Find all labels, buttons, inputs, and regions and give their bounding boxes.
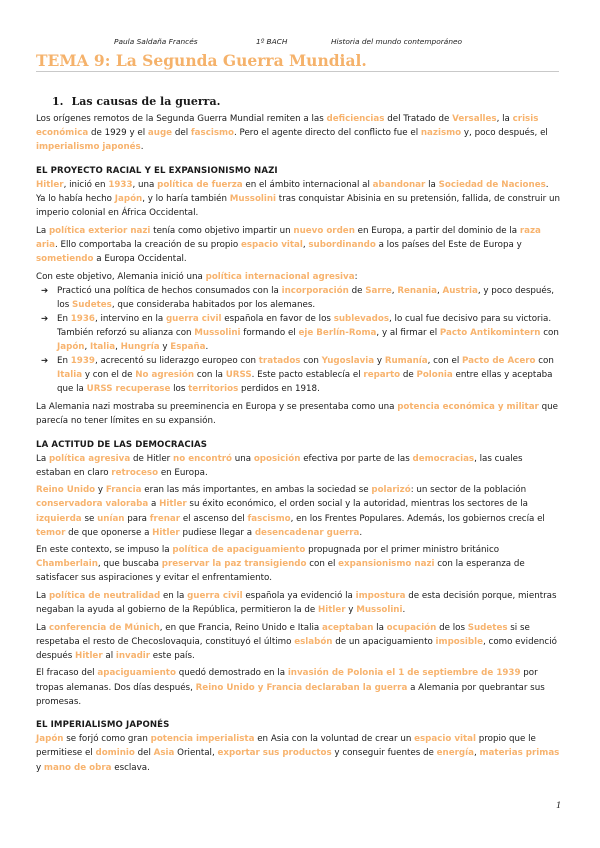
highlighted-term: crisis económica [36,114,539,139]
header-subject: Historia del mundo contemporáneo [331,37,463,46]
highlighted-term: eslabón [294,636,333,647]
highlighted-term: energía [436,748,474,759]
highlighted-term: Hitler [36,179,64,190]
header-author: Paula Saldaña Francés [114,37,198,46]
document-title: TEMA 9: La Segunda Guerra Mundial. [36,51,367,70]
paragraph: Japón se forjó como gran potencia imperialista en Asia con la voluntad de crear un espacio vital propio que le permitiese el dominio del Asia Oriental, exportar sus productos y conseguir fuentes de energía, materias primas y mano de obra esclava. [36,734,560,773]
highlighted-term: conservadora valoraba [36,499,149,510]
highlighted-term: preservar la paz transigiendo [161,559,307,570]
arrow-bullet-icon: ➔ [41,285,49,296]
highlighted-term: auge [147,128,173,139]
arrow-bullet-icon: ➔ [41,356,49,367]
highlighted-term: Japón [57,342,85,352]
highlighted-term: No agresión [135,370,195,381]
highlighted-term: materias primas [479,748,560,759]
paragraph: Con este objetivo, Alemania inició una política internacional agresiva: [36,271,358,282]
highlighted-term: exportar sus productos [217,748,332,759]
highlighted-term: eje Berlín-Roma [298,327,377,338]
paragraph: La conferencia de Múnich, en que Francia, Reino Unido e Italia aceptaban la ocupación de los Sudetes si se respetaba el resto de Checoslovaquia, constituyó el último eslabón de un apaciguamiento imposible, como evidenció después Hitler al invadir este país. [36,622,557,661]
highlighted-term: conferencia de Múnich [48,622,160,633]
highlighted-term: potencia imperialista [150,734,255,745]
header-course: 1º BACH [256,37,288,46]
highlighted-term: potencia económica y militar [397,401,539,412]
list-item: ➔ En 1936, intervino en la guerra civil española en favor de los sublevados, lo cual fue decisivo para su victoria. También reforzó su alianza con Mussolini formando el eje Berlín-Roma, y al firmar el Pacto Antikomintern con Japón, Italia, Hungría y España. [41,313,559,352]
highlighted-term: imperialismo japonés [36,142,141,153]
highlighted-term: Japón [36,734,64,745]
highlighted-term: abandonar [372,179,426,190]
highlighted-term: Reino Unido y Francia declaraban la guerra [195,682,408,693]
highlighted-term: mano de obra [43,762,112,773]
paragraph: Hitler, inició en 1933, una política de fuerza en el ámbito internacional al abandonar la Sociedad de Naciones. Ya lo había hecho Japón, y lo haría también Mussolini tras conquistar Abisinia en su pretensión, fallida, de construir un imperio colonial en África Occidental. [36,179,560,219]
highlighted-term: imposible [435,636,484,647]
bullet-list [36,284,560,397]
highlighted-term: política internacional agresiva [205,271,355,282]
highlighted-term: 1936 [70,313,95,324]
highlighted-term: Sudetes [72,299,112,310]
section-number: 1. [52,95,64,108]
highlighted-term: Polonia [416,370,453,381]
document-body [36,95,560,778]
highlighted-term: Japón [114,194,143,205]
highlighted-term: Pacto Antikomintern [439,327,541,338]
subheading-japanese-imperialism: EL IMPERIALISMO JAPONÉS [36,720,170,731]
highlighted-term: aceptaban [321,622,374,633]
title-divider [36,71,559,72]
paragraph: Reino Unido y Francia eran las más importantes, en ambas la sociedad se polarizó: un sector de la población conservadora valoraba a Hitler su éxito económico, el orden social y la autoridad, mientras los sectores de la izquierda se unían para frenar el ascenso del fascismo, en los Frentes Populares. Además, los gobiernos crecía el temor de que oponerse a Hitler pudiese llegar a desencadenar guerra. [36,485,545,538]
paragraph: La política exterior nazi tenía como objetivo impartir un nuevo orden en Europa, a partir del dominio de la raza aria. Ello comportaba la creación de su propio espacio vital, subordinando a los países del Este de Europa y sometiendo a Europa Occidental. [36,225,541,264]
highlighted-term: política de fuerza [157,179,243,190]
highlighted-term: Rumanía [384,356,428,367]
highlighted-term: territorios [188,384,239,395]
page-number: 1 [556,801,562,811]
highlighted-term: invasión de Polonia el 1 de septiembre de 1939 [287,668,521,679]
highlighted-term: España [170,342,206,352]
highlighted-term: temor [36,527,66,538]
highlighted-term: sometiendo [36,253,94,264]
highlighted-term: Mussolini [194,327,241,338]
highlighted-term: invadir [115,650,151,661]
highlighted-term: Hungría [120,342,160,352]
highlighted-term: URSS recuperase [86,384,171,395]
paragraph: El fracaso del apaciguamiento quedó demostrado en la invasión de Polonia el 1 de septiembre de 1939 por tropas alemanas. Dos días después, Reino Unido y Francia declaraban la guerra a Alemania por quebrantar sus promesas. [36,668,545,707]
highlighted-term: no encontró [173,453,232,464]
highlighted-term: Yugoslavia [321,356,375,367]
highlighted-term: reparto [363,370,401,381]
highlighted-term: impostura [355,591,406,601]
highlighted-term: espacio vital [240,239,303,250]
highlighted-term: izquierda [36,513,82,524]
highlighted-term: deficiencias [326,114,385,125]
paragraph: La Alemania nazi mostraba su preeminencia en Europa y se presentaba como una potencia económica y militar que parecía no tener límites en su expansión. [36,401,558,426]
highlighted-term: Italia [90,342,116,352]
highlighted-term: guerra civil [187,591,243,601]
highlighted-term: ocupación [386,622,437,633]
highlighted-term: 1933 [108,179,133,190]
highlighted-term: Hitler [75,650,103,661]
list-item: ➔ En 1939, acrecentó su liderazgo europeo con tratados con Yugoslavia y Rumanía, con el Pacto de Acero con Italia y con el de No agresión con la URSS. Este pacto establecía el reparto de Polonia entre ellas y aceptaba que la URSS recuperase los territorios perdidos en 1918. [41,356,554,395]
intro-paragraph: Los orígenes remotos de la Segunda Guerra Mundial remiten a las deficiencias del Tratado de Versalles, la crisis económica de 1929 y el auge del fascismo. Pero el agente directo del conflicto fue el nazismo y, poco después, el imperialismo japonés. [36,114,548,153]
highlighted-term: raza aria [36,225,541,250]
highlighted-term: frenar [149,513,181,524]
paragraph: En este contexto, se impuso la política de apaciguamiento propugnada por el primer ministro británico Chamberlain, que buscaba preservar la paz transigiendo con el expansionismo nazi con la esperanza de satisfacer sus aspiraciones y evitar el enfrentamiento. [36,545,525,584]
subheading-nazi-expansion: EL PROYECTO RACIAL Y EL EXPANSIONISMO NAZI [36,165,278,176]
highlighted-term: URSS [225,370,252,381]
highlighted-term: Versalles [452,114,497,125]
list-item: ➔ Practicó una política de hechos consumados con la incorporación de Sarre, Renania, Austria, y poco después, los Sudetes, que consideraba habitados por los alemanes. [41,285,555,310]
highlighted-term: Hitler [159,499,187,510]
highlighted-term: democracias [412,453,475,464]
highlighted-term: fascismo [247,513,291,524]
highlighted-term: sublevados [333,313,390,324]
highlighted-term: Chamberlain [36,559,98,570]
highlighted-term: subordinando [308,239,376,250]
highlighted-term: Austria [442,285,478,296]
highlighted-term: política exterior nazi [48,225,151,236]
highlighted-term: Francia [105,485,142,496]
highlighted-term: Sudetes [467,622,508,633]
highlighted-term: Asia [153,748,175,759]
highlighted-term: Mussolini [229,194,277,205]
highlighted-term: Sarre [365,285,392,296]
highlighted-term: política de apaciguamiento [172,545,306,556]
highlighted-term: Sociedad de Naciones [438,179,546,190]
highlighted-term: 1939 [70,356,95,367]
paragraph: La política agresiva de Hitler no encontró una oposición efectiva por parte de las democracias, las cuales estaban en claro retroceso en Europa. [36,453,523,478]
highlighted-term: Renania [397,285,437,296]
highlighted-term: retroceso [111,467,159,478]
highlighted-term: dominio [95,748,135,759]
section-heading [52,95,560,109]
highlighted-term: unían [97,513,125,524]
highlighted-term: política agresiva [48,453,131,464]
highlighted-term: política de neutralidad [48,591,161,601]
highlighted-term: apaciguamiento [97,668,176,679]
subheading-democracies: LA ACTITUD DE LAS DEMOCRACIAS [36,439,208,450]
highlighted-term: expansionismo nazi [338,559,435,570]
paragraph: La política de neutralidad en la guerra civil española ya evidenció la impostura de esta decisión porque, mientras negaban la ayuda al gobierno de la República, permitieron la de Hitler y Mussolini. [36,591,557,616]
highlighted-term: nazismo [420,128,462,139]
highlighted-term: Italia [57,370,83,381]
arrow-bullet-icon: ➔ [41,313,49,324]
highlighted-term: Pacto de Acero [462,356,536,367]
highlighted-term: fascismo [190,128,235,139]
highlighted-term: desencadenar guerra [254,527,360,538]
highlighted-term: oposición [253,453,301,464]
highlighted-term: Hitler [152,527,180,538]
highlighted-term: incorporación [281,285,349,296]
highlighted-term: Hitler [317,605,346,616]
highlighted-term: guerra civil [165,313,222,324]
section-title: Las causas de la guerra. [71,95,221,108]
highlighted-term: polarizó [371,485,411,496]
highlighted-term: Reino Unido [36,485,96,496]
highlighted-term: Mussolini [356,605,403,616]
highlighted-term: espacio vital [414,734,477,745]
highlighted-term: tratados [258,356,301,367]
highlighted-term: nuevo orden [293,225,355,236]
